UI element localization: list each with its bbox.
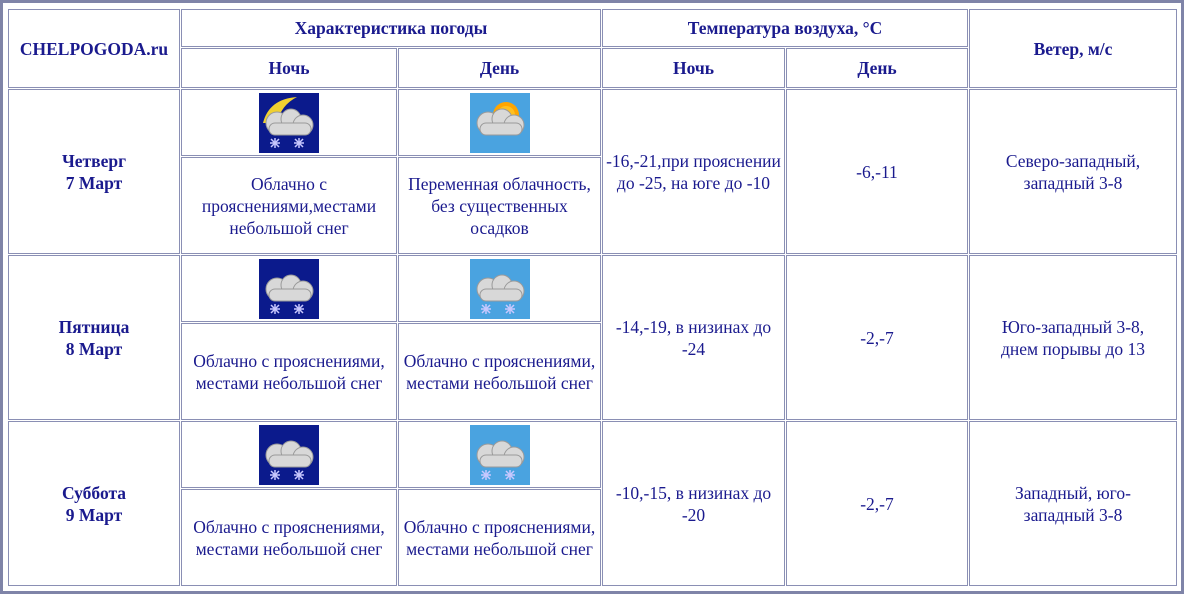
temp-night: -10,-15, в низинах до -20 <box>602 421 785 586</box>
temp-night: -16,-21,при прояснении до -25, на юге до -10 <box>602 89 785 254</box>
temp-day-header: День <box>786 48 968 88</box>
day-label <box>8 255 180 420</box>
night-description: Облачно с прояснениями, местами небольшой снег <box>181 323 397 420</box>
date: 8 Март <box>65 338 123 359</box>
site-name: CHELPOGODA.ru <box>8 9 180 88</box>
date: 7 Март <box>65 172 123 193</box>
day-description: Облачно с прояснениями, местами небольшой снег <box>398 323 601 420</box>
day-label <box>8 421 180 586</box>
wind: Юго-западный 3-8, днем порывы до 13 <box>969 255 1177 420</box>
cloud-snow-day-icon <box>470 425 530 485</box>
weekday: Четверг <box>61 150 127 171</box>
day-label <box>8 89 180 254</box>
night-description: Облачно с прояснениями,местами небольшой снег <box>181 157 397 254</box>
temp-night: -14,-19, в низинах до -24 <box>602 255 785 420</box>
weather-night-header: Ночь <box>181 48 397 88</box>
weather-day-header: День <box>398 48 601 88</box>
cloud-snow-night-icon <box>259 425 319 485</box>
day-description: Переменная облачность, без существенных осадков <box>398 157 601 254</box>
weather-char-header: Характеристика погоды <box>181 9 601 47</box>
night-icon-cell <box>181 421 397 488</box>
temp-day: -6,-11 <box>786 89 968 254</box>
wind-header: Ветер, м/с <box>969 9 1177 88</box>
day-icon-cell <box>398 255 601 322</box>
wind: Северо-западный, западный 3-8 <box>969 89 1177 254</box>
day-icon-cell <box>398 421 601 488</box>
night-description: Облачно с прояснениями, местами небольшой снег <box>181 489 397 586</box>
cloud-snow-day-icon <box>470 259 530 319</box>
night-icon-cell <box>181 89 397 156</box>
weekday: Пятница <box>58 316 130 337</box>
day-icon-cell <box>398 89 601 156</box>
temp-day: -2,-7 <box>786 421 968 586</box>
weekday: Суббота <box>61 482 127 503</box>
day-description: Облачно с прояснениями, местами небольшой снег <box>398 489 601 586</box>
wind: Западный, юго-западный 3-8 <box>969 421 1177 586</box>
night-icon-cell <box>181 255 397 322</box>
temp-day: -2,-7 <box>786 255 968 420</box>
temp-night-header: Ночь <box>602 48 785 88</box>
date: 9 Март <box>65 504 123 525</box>
sun-cloud-icon <box>470 93 530 153</box>
moon-cloud-snow-icon <box>259 93 319 153</box>
air-temp-header: Температура воздуха, °C <box>602 9 968 47</box>
cloud-snow-night-icon <box>259 259 319 319</box>
